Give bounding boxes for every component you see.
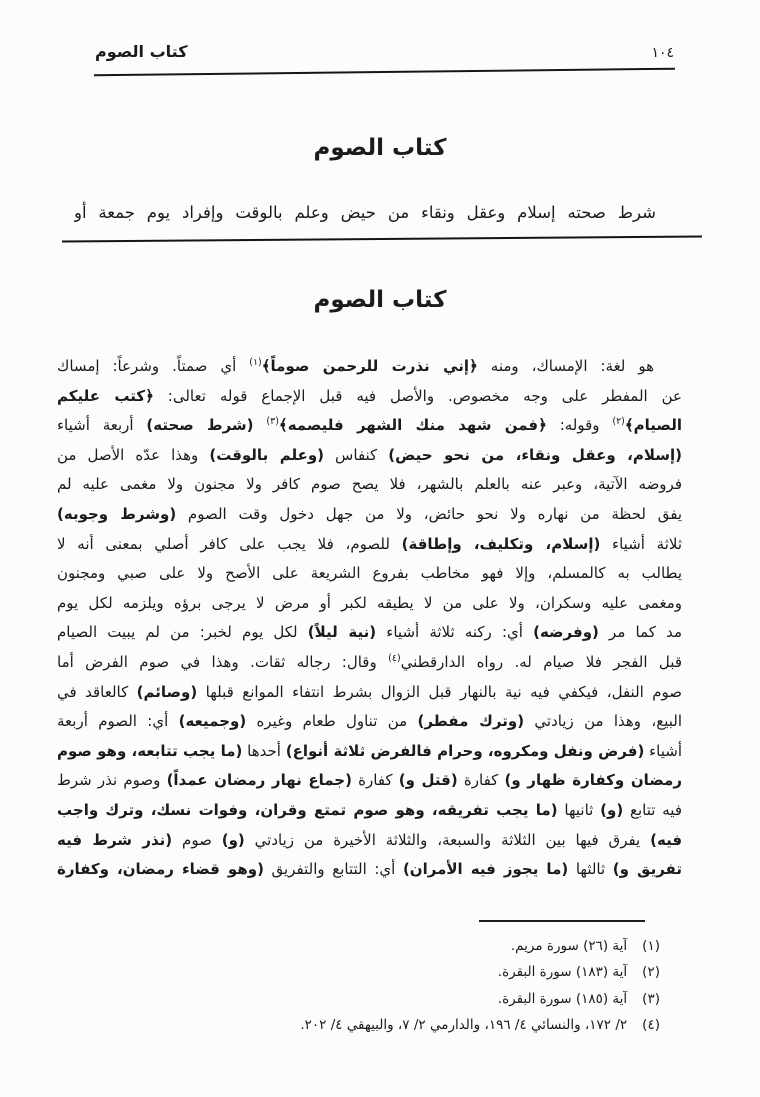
text-segment: (جماع نهار رمضان عمداً)	[166, 771, 352, 790]
body-line	[57, 855, 682, 885]
text-segment: ثلاثة أشياء	[600, 534, 682, 553]
text-segment: يفرق فيها بين الثلاثة والسبعة، والثلاثة الأخيرة من زيادتي	[244, 830, 651, 849]
text-segment: فيه تتابع	[623, 800, 682, 819]
text-segment: أي: التتابع والتفريق	[263, 860, 403, 879]
text-segment: (و)	[221, 830, 245, 849]
text-segment: (إسلام، وتكليف، وإطاقة)	[401, 534, 601, 553]
text-segment: ﴿فمن شهد منك الشهر فليصمه﴾	[278, 416, 547, 435]
footnote-marker: (٤)	[388, 652, 401, 664]
text-segment: فيه)	[650, 830, 682, 849]
footnote-number: (٢)	[642, 964, 660, 981]
running-head-title: كتاب الصوم	[95, 42, 188, 61]
body-line	[57, 589, 682, 619]
body-line	[57, 678, 682, 708]
text-segment: كالعاقد في	[57, 682, 137, 701]
footnote-item	[50, 933, 660, 959]
body-line	[57, 530, 682, 560]
text-segment: أي صمتاً. وشرعاً: إمساك	[57, 357, 250, 375]
text-segment: ﴿إني نذرت للرحمن صوماً﴾	[261, 357, 478, 375]
body-line	[57, 559, 682, 589]
text-segment: هو لغة: الإمساك، ومنه	[477, 357, 654, 375]
footnote-number: (٤)	[642, 1017, 660, 1034]
text-segment: عن المفطر على وجه مخصوص. والأصل فيه قبل الإجماع قوله تعالى:	[153, 386, 682, 405]
text-segment: وقال: رجاله ثقات. وهذا في صوم الفرض أما	[57, 652, 389, 671]
footnote-separator	[479, 920, 645, 922]
text-segment: أربعة أشياء	[57, 416, 147, 435]
text-segment: (وصائم)	[136, 682, 198, 701]
text-segment: أحدها	[242, 741, 286, 760]
text-segment: للصوم، فلا يجب على كافر أصلي بمعنى أنه لا	[57, 534, 402, 553]
text-segment: (و)	[600, 800, 624, 819]
footnote-text: آية (١٨٣) سورة البقرة.	[497, 964, 628, 981]
text-segment: وقوله:	[546, 416, 613, 435]
body-line	[57, 441, 682, 471]
text-segment: ثانيها	[557, 800, 601, 819]
text-segment: البيع، وهذا من زيادتي	[524, 712, 682, 731]
matn-line: شرط صحته إسلام وعقل ونقاء من حيض وعلم بالوقت وإفراد يوم جمعة أو	[74, 203, 656, 222]
text-segment: وصوم نذر شرط	[57, 771, 167, 790]
body-line	[57, 411, 682, 441]
footnote-number: (١)	[642, 938, 660, 954]
footnote-marker: (١)	[249, 357, 262, 368]
text-segment: ومغمى عليه وسكران، ولا على من لا يطيقه لكبر أو مرض لا يرجى برؤه ويلزمه لكل يوم	[57, 593, 682, 612]
text-segment: (ما يجوز فيه الأمران)	[402, 860, 569, 879]
footnotes-block	[50, 933, 660, 1039]
text-segment: تفريق و)	[612, 860, 682, 879]
text-segment: أي: الصوم أربعة	[57, 712, 179, 731]
body-line	[57, 737, 682, 767]
body-line	[57, 796, 682, 826]
text-segment	[254, 416, 267, 434]
text-segment: (ما يجب تتابعه، وهو صوم	[57, 741, 243, 760]
text-segment: (نذر شرط فيه	[57, 830, 173, 849]
body-line	[57, 352, 682, 382]
chapter-title-sharh: كتاب الصوم	[313, 287, 447, 313]
text-segment: صوم	[172, 830, 222, 849]
text-segment: (نية ليلاً)	[307, 623, 377, 642]
body-line	[57, 470, 682, 500]
footnote-text: آية (٢٦) سورة مريم.	[510, 938, 628, 954]
text-segment: (وترك مفطر)	[417, 712, 525, 731]
text-segment: (وعلم بالوقت)	[209, 445, 325, 464]
text-segment: (وشرط وجوبه)	[57, 504, 177, 523]
footnote-text: ٢/ ١٧٢، والنسائي ٤/ ١٩٦، والدارمي ٢/ ٧، والبيهقي ٤/ ٢٠٢.	[300, 1017, 628, 1034]
text-segment: رمضان وكفارة ظهار و)	[504, 771, 682, 790]
text-segment: (ما يجب تفريقه، وهو صوم تمتع وقران، وفوات نسك، وترك واجب	[57, 800, 558, 819]
running-header	[95, 42, 674, 61]
text-segment: (إسلام، وعقل ونقاء، من نحو حيض)	[388, 445, 682, 464]
text-segment: أي: ركنه ثلاثة أشياء	[376, 623, 534, 642]
body-line	[57, 648, 682, 678]
text-segment: كنفاس	[324, 445, 389, 464]
footnote-number: (٣)	[642, 990, 660, 1007]
body-line	[57, 382, 682, 412]
text-segment: ﴿كتب عليكم	[57, 386, 154, 405]
text-segment: (وهو قضاء رمضان، وكفارة	[57, 860, 264, 879]
text-segment: (وفرضه)	[533, 623, 599, 642]
text-segment: ثالثها	[568, 860, 613, 879]
text-segment: (شرط صحته)	[146, 416, 254, 435]
chapter-title-matn: كتاب الصوم	[313, 135, 447, 161]
text-segment: (وجميعه)	[178, 712, 247, 731]
text-segment: (فرض ونفل ومكروه، وحرام فالفرض ثلاثة أنواع)	[285, 741, 645, 760]
text-segment: يفق لحظة من نهاره ولا نحو حائض، ولا من جهل دخول وقت الصوم	[176, 504, 682, 523]
body-line	[57, 618, 682, 648]
text-segment: أشياء	[644, 741, 682, 760]
footnote-marker: (٣)	[266, 416, 279, 428]
text-segment: كفارة	[351, 771, 399, 790]
footnote-marker: (٢)	[612, 416, 625, 428]
body-line	[57, 766, 682, 796]
text-segment: وهذا عدّه الأصل من	[57, 445, 210, 464]
text-segment: قبل الفجر فلا صيام له. رواه الدارقطني	[400, 652, 682, 671]
body-line	[57, 826, 682, 856]
footnote-item	[50, 959, 660, 985]
header-rule	[94, 68, 675, 77]
text-segment: من تناول طعام وغيره	[246, 712, 418, 731]
matn-rule	[62, 235, 702, 242]
text-segment: الصيام﴾	[624, 416, 682, 435]
footnote-item	[50, 986, 660, 1012]
text-segment: كفارة	[457, 771, 505, 790]
text-segment: فروضه الآتية، وعبر عنه بالعلم بالشهر، فلا يصح صوم كافر ولا مجنون ولا مغمى عليه لم	[57, 475, 682, 494]
text-segment: مد كما مر	[598, 623, 682, 642]
text-segment: يطالب به كالمسلم، وإلا فهو مخاطب بفروع الشريعة على الأصح ولا على صبي ومجنون	[57, 564, 682, 583]
text-segment: صوم النفل، فيكفي فيه نية بالنهار قبل الزوال بشرط انتفاء الموانع قبلها	[197, 682, 682, 701]
body-line	[57, 707, 682, 737]
body-line	[57, 500, 682, 530]
footnote-text: آية (١٨٥) سورة البقرة.	[497, 990, 628, 1007]
text-segment: لكل يوم لخبر: من لم يبيت الصيام	[57, 623, 308, 642]
footnote-item	[50, 1012, 660, 1038]
page-number: ١٠٤	[651, 45, 674, 61]
sharh-paragraph	[57, 352, 682, 885]
text-segment: (قتل و)	[398, 771, 458, 790]
